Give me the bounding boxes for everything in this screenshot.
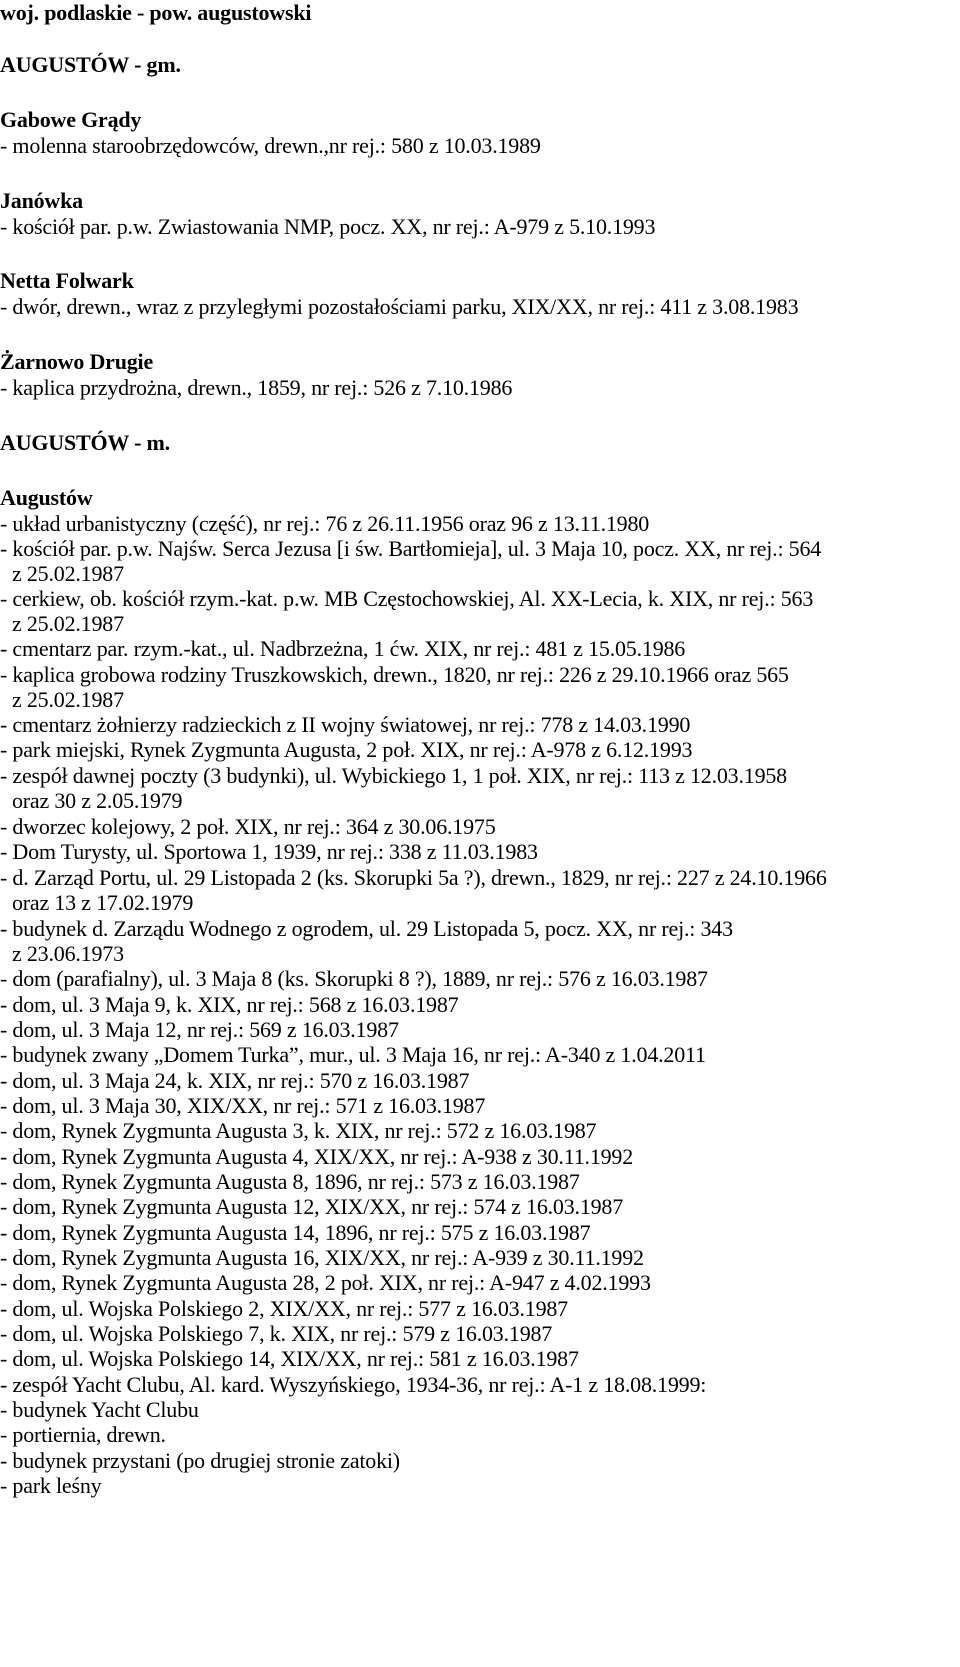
entry-line: - dworzec kolejowy, 2 poł. XIX, nr rej.: 364 z 30.06.1975	[0, 814, 496, 839]
entry-continuation: z 25.02.1987	[12, 561, 124, 586]
entry-line: - dom, Rynek Zygmunta Augusta 14, 1896, nr rej.: 575 z 16.03.1987	[0, 1220, 591, 1245]
entry-line: - dom, Rynek Zygmunta Augusta 28, 2 poł. XIX, nr rej.: A-947 z 4.02.1993	[0, 1270, 651, 1295]
entry-line: - dom (parafialny), ul. 3 Maja 8 (ks. Skorupki 8 ?), 1889, nr rej.: 576 z 16.03.1987	[0, 966, 708, 991]
entry-line: - zespół dawnej poczty (3 budynki), ul. Wybickiego 1, 1 poł. XIX, nr rej.: 113 z 12.03.1958	[0, 763, 787, 788]
entry-line: - budynek zwany „Domem Turka”, mur., ul. 3 Maja 16, nr rej.: A-340 z 1.04.2011	[0, 1042, 706, 1067]
entry-line: - molenna staroobrzędowców, drewn.,nr rej.: 580 z 10.03.1989	[0, 133, 541, 158]
entry-line: - układ urbanistyczny (część), nr rej.: 76 z 26.11.1956 oraz 96 z 13.11.1980	[0, 511, 650, 536]
entry-line: - Dom Turysty, ul. Sportowa 1, 1939, nr rej.: 338 z 11.03.1983	[0, 839, 538, 864]
entry-line: - budynek przystani (po drugiej stronie zatoki)	[0, 1448, 400, 1473]
entry-line: - cmentarz żołnierzy radzieckich z II wojny światowej, nr rej.: 778 z 14.03.1990	[0, 712, 691, 737]
entry-line: - cmentarz par. rzym.-kat., ul. Nadbrzeżna, 1 ćw. XIX, nr rej.: 481 z 15.05.1986	[0, 636, 686, 661]
entry-line: - dom, ul. 3 Maja 12, nr rej.: 569 z 16.03.1987	[0, 1017, 399, 1042]
entry-line: - portiernia, drewn.	[0, 1422, 166, 1447]
entry-continuation: z 25.02.1987	[12, 611, 124, 636]
entry-line: - kaplica grobowa rodziny Truszkowskich, drewn., 1820, nr rej.: 226 z 29.10.1966 oraz 565	[0, 662, 789, 687]
entry-line: - zespół Yacht Clubu, Al. kard. Wyszyńskiego, 1934-36, nr rej.: A-1 z 18.08.1999:	[0, 1372, 707, 1397]
entry-line: - dom, ul. 3 Maja 9, k. XIX, nr rej.: 568 z 16.03.1987	[0, 992, 459, 1017]
entry-continuation: oraz 13 z 17.02.1979	[12, 890, 194, 915]
entry-line: - kościół par. p.w. Najśw. Serca Jezusa [i św. Bartłomieja], ul. 3 Maja 10, pocz. XX, nr rej.: 564	[0, 536, 822, 561]
entry-continuation: z 25.02.1987	[12, 687, 124, 712]
entry-line: - dom, Rynek Zygmunta Augusta 16, XIX/XX, nr rej.: A-939 z 30.11.1992	[0, 1245, 644, 1270]
entry-line: - kościół par. p.w. Zwiastowania NMP, pocz. XX, nr rej.: A-979 z 5.10.1993	[0, 214, 656, 239]
entry-line: - d. Zarząd Portu, ul. 29 Listopada 2 (ks. Skorupki 5a ?), drewn., 1829, nr rej.: 227 z 24.10.1966	[0, 865, 827, 890]
entry-line: - park miejski, Rynek Zygmunta Augusta, 2 poł. XIX, nr rej.: A-978 z 6.12.1993	[0, 737, 693, 762]
locality-heading: Gabowe Grądy	[0, 107, 142, 132]
entry-continuation: z 23.06.1973	[12, 941, 124, 966]
entry-line: - budynek Yacht Clubu	[0, 1397, 199, 1422]
locality-heading: Janówka	[0, 188, 83, 213]
entry-line: - cerkiew, ob. kościół rzym.-kat. p.w. MB Częstochowskiej, Al. XX-Lecia, k. XIX, nr rej.: 563	[0, 586, 814, 611]
entry-line: - budynek d. Zarządu Wodnego z ogrodem, ul. 29 Listopada 5, pocz. XX, nr rej.: 343	[0, 916, 733, 941]
locality-heading: Netta Folwark	[0, 268, 134, 293]
municipality-heading: AUGUSTÓW - m.	[0, 430, 170, 455]
entry-line: - dom, ul. Wojska Polskiego 2, XIX/XX, nr rej.: 577 z 16.03.1987	[0, 1296, 568, 1321]
entry-line: - dom, ul. 3 Maja 24, k. XIX, nr rej.: 570 z 16.03.1987	[0, 1068, 470, 1093]
entry-line: - dom, ul. 3 Maja 30, XIX/XX, nr rej.: 571 z 16.03.1987	[0, 1093, 486, 1118]
entry-continuation: oraz 30 z 2.05.1979	[12, 788, 183, 813]
locality-heading: Żarnowo Drugie	[0, 349, 154, 374]
region-heading: woj. podlaskie - pow. augustowski	[0, 0, 312, 25]
entry-line: - dom, Rynek Zygmunta Augusta 12, XIX/XX, nr rej.: 574 z 16.03.1987	[0, 1194, 624, 1219]
entry-line: - dom, Rynek Zygmunta Augusta 3, k. XIX, nr rej.: 572 z 16.03.1987	[0, 1118, 597, 1143]
entry-line: - dom, Rynek Zygmunta Augusta 4, XIX/XX, nr rej.: A-938 z 30.11.1992	[0, 1144, 634, 1169]
entry-line: - park leśny	[0, 1473, 102, 1498]
entry-line: - dom, Rynek Zygmunta Augusta 8, 1896, nr rej.: 573 z 16.03.1987	[0, 1169, 580, 1194]
entry-line: - dom, ul. Wojska Polskiego 7, k. XIX, nr rej.: 579 z 16.03.1987	[0, 1321, 553, 1346]
locality-heading: Augustów	[0, 485, 93, 510]
entry-line: - dom, ul. Wojska Polskiego 14, XIX/XX, nr rej.: 581 z 16.03.1987	[0, 1346, 579, 1371]
entry-line: - dwór, drewn., wraz z przyległymi pozostałościami parku, XIX/XX, nr rej.: 411 z 3.08.1983	[0, 294, 799, 319]
entry-line: - kaplica przydrożna, drewn., 1859, nr rej.: 526 z 7.10.1986	[0, 375, 513, 400]
municipality-heading: AUGUSTÓW - gm.	[0, 52, 181, 77]
